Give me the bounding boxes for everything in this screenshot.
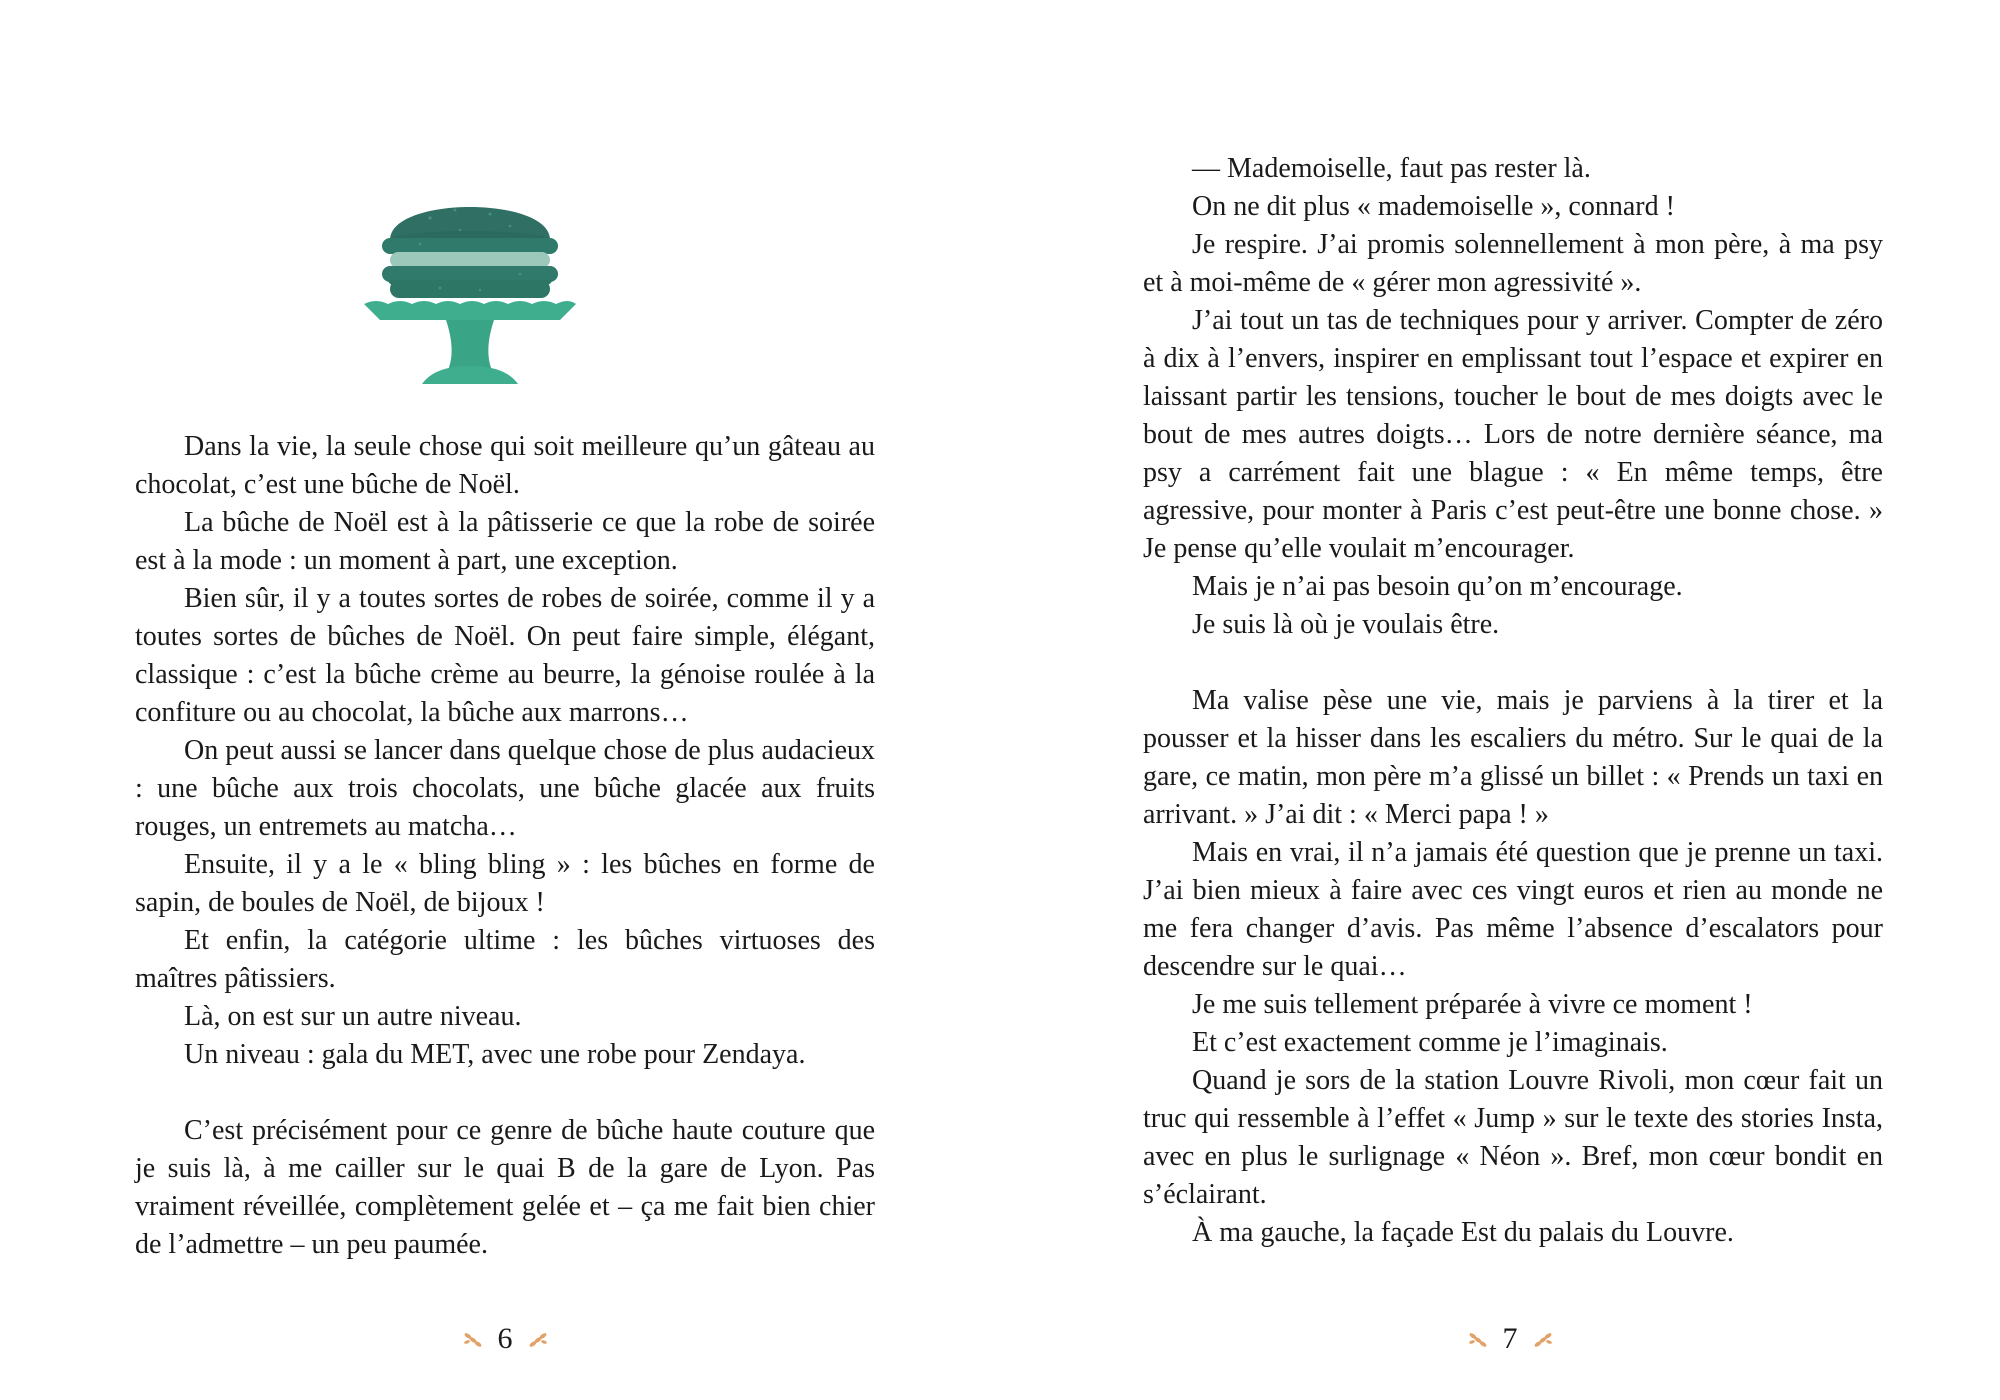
paragraph: Mais je n’ai pas besoin qu’on m’encourage.	[1192, 571, 1683, 602]
paragraph: Quand je sors de la station Louvre Rivoli, mon cœur fait un truc qui ressemble à l’effet « Jump » sur le texte des stories Insta, avec en plus le surlignage « Néon ». Bref, mon cœur bondit en s’éclairant.	[1143, 1065, 1883, 1210]
paragraph: Dans la vie, la seule chose qui soit meilleure qu’un gâteau au chocolat, c’est une bûche de Noël.	[135, 431, 875, 500]
paragraph: Mais en vrai, il n’a jamais été question que je prenne un taxi. J’ai bien mieux à faire avec ces vingt euros et rien au monde ne me fera changer d’avis. Pas même l’absence d’escalators pour descendre sur le quai…	[1143, 837, 1883, 982]
page-folio	[435, 1322, 575, 1356]
paragraph: Là, on est sur un autre niveau.	[184, 1001, 522, 1032]
paragraph: Un niveau : gala du MET, avec une robe pour Zendaya.	[184, 1039, 806, 1070]
paragraph: C’est précisément pour ce genre de bûche haute couture que je suis là, à me cailler sur le quai B de la gare de Lyon. Pas vraiment réveillée, complètement gelée et – ça me fait bien chier de l’admettre – un peu paumée.	[135, 1115, 875, 1260]
macaron-on-cake-stand-icon	[360, 178, 580, 388]
right-page	[1000, 0, 2000, 1400]
leaf-ornament-right-icon	[527, 1330, 549, 1348]
paragraph: Je me suis tellement préparée à vivre ce moment !	[1192, 989, 1753, 1020]
paragraph: À ma gauche, la façade Est du palais du Louvre.	[1192, 1217, 1734, 1248]
paragraph: J’ai tout un tas de techniques pour y arriver. Compter de zéro à dix à l’envers, inspirer en emplissant tout l’espace et expirer en laissant partir les tensions, toucher le bout de mes doigts avec le bout de mes autres doigts… Lors de notre dernière séance, ma psy a carrément fait une blague : « En même temps, être agressive, pour monter à Paris c’est peut-être une bonne chose. » Je pense qu’elle voulait m’encourager.	[1143, 305, 1883, 564]
paragraph: — Mademoiselle, faut pas rester là.	[1192, 153, 1591, 184]
paragraph: La bûche de Noël est à la pâtisserie ce que la robe de soirée est à la mode : un moment à part, une exception.	[135, 507, 875, 576]
left-body-text	[135, 428, 875, 1264]
leaf-ornament-right-icon	[1532, 1330, 1554, 1348]
leaf-ornament-left-icon	[1467, 1330, 1489, 1348]
paragraph: Et c’est exactement comme je l’imaginais.	[1192, 1027, 1668, 1058]
page-number: 7	[1502, 1322, 1518, 1355]
leaf-ornament-left-icon	[462, 1330, 484, 1348]
page-folio	[1440, 1322, 1580, 1356]
paragraph: Et enfin, la catégorie ultime : les bûches virtuoses des maîtres pâtissiers.	[135, 925, 875, 994]
paragraph: On peut aussi se lancer dans quelque chose de plus audacieux : une bûche aux trois chocolats, une bûche glacée aux fruits rouges, un entremets au matcha…	[135, 735, 875, 842]
section-break	[135, 1074, 875, 1112]
paragraph: Je respire. J’ai promis solennellement à mon père, à ma psy et à moi-même de « gérer mon agressivité ».	[1143, 229, 1883, 298]
page-number: 6	[497, 1322, 513, 1355]
paragraph: Bien sûr, il y a toutes sortes de robes de soirée, comme il y a toutes sortes de bûches de Noël. On peut faire simple, élégant, classique : c’est la bûche crème au beurre, la génoise roulée à la confiture ou au chocolat, la bûche aux marrons…	[135, 583, 875, 728]
paragraph: Je suis là où je voulais être.	[1192, 609, 1500, 640]
paragraph: On ne dit plus « mademoiselle », connard !	[1192, 191, 1675, 222]
right-body-text	[1143, 150, 1883, 1252]
paragraph: Ma valise pèse une vie, mais je parviens à la tirer et la pousser et la hisser dans les escaliers du métro. Sur le quai de la gare, ce matin, mon père m’a glissé un billet : « Prends un taxi en arrivant. » J’ai dit : « Merci papa ! »	[1143, 685, 1883, 830]
section-break	[1143, 644, 1883, 682]
paragraph: Ensuite, il y a le « bling bling » : les bûches en forme de sapin, de boules de Noël, de bijoux !	[135, 849, 875, 918]
